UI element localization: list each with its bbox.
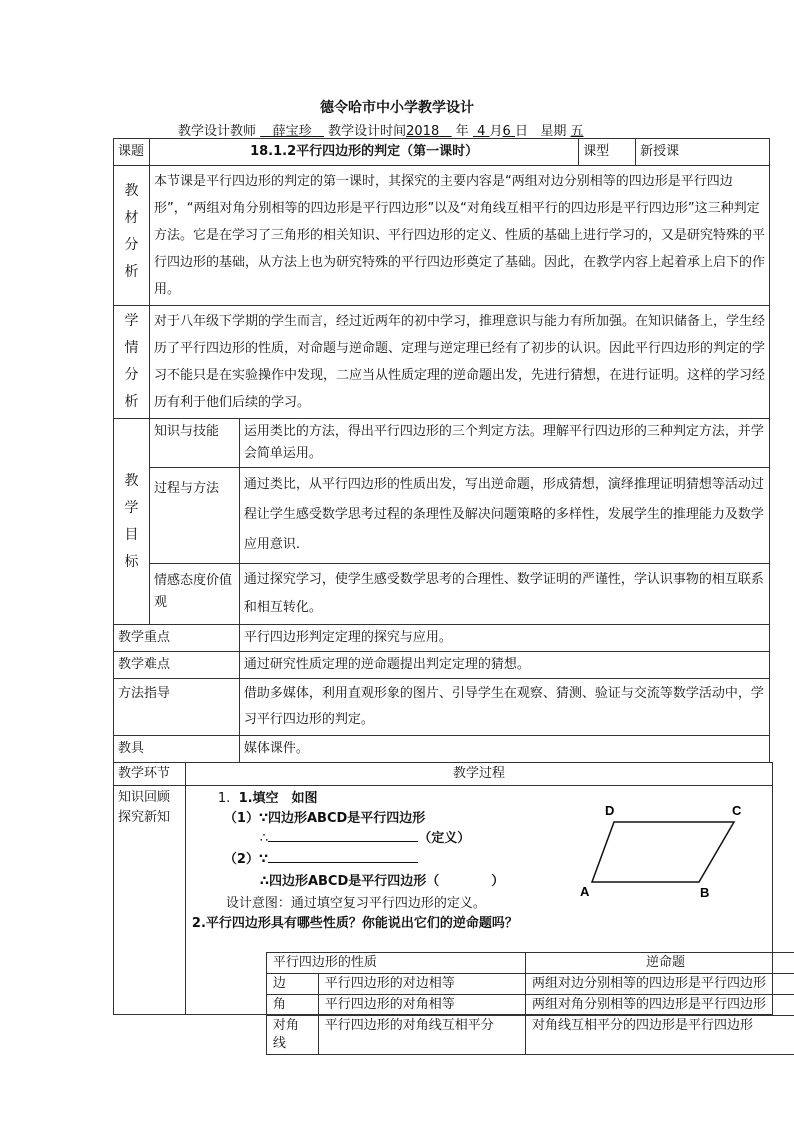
tools-row [114, 736, 770, 763]
topic-value: 18.1.2平行四边形的判定（第一课时） [149, 139, 578, 166]
stage-label: 知识回顾探究新知 [114, 786, 186, 1015]
lesson-design-table [113, 138, 770, 763]
type-value: 新授课 [636, 139, 770, 166]
teacher-name: 薛宝珍 [272, 124, 312, 139]
weekday: 五 [570, 124, 584, 139]
aspect-cell: 角 [266, 995, 318, 1016]
converse-table-header [266, 953, 794, 974]
objective-emotion-label: 情感态度价值观 [149, 564, 239, 625]
process-content-row [114, 786, 773, 1015]
design-intent: 设计意图：通过填空复习平行四边形的定义。 [225, 896, 486, 911]
process-header: 教学过程 [185, 763, 772, 786]
question-1a-conclusion: ∴ （定义） [259, 831, 471, 846]
weekday-label: 星期 [540, 124, 567, 139]
topic-label: 课题 [114, 139, 150, 166]
student-analysis-label: 学情分析 [114, 306, 150, 419]
teaching-process-table [113, 762, 773, 1051]
method-text: 借助多媒体，利用直观形象的图片、引导学生在观察、猜测、验证与交流等数学活动中，学习平行四边形的判定。 [239, 679, 769, 736]
objective-row-emotion [114, 564, 770, 625]
parallelogram-shape [592, 822, 734, 882]
objective-row-process [114, 468, 770, 564]
student-analysis-text: 对于八年级下学期的学生而言，经过近两年的初中学习，推理意识与能力有所加强。在知识储备上，学生经历了平行四边形的性质，对命题与逆命题、定理与逆定理已经有了初步的认识。因此平行四边形的判定的学习不能只是在实验操作中发现，二应当从性质定理的逆命题出发，先进行猜想，在进行证明。这样的学习经历有利于他们后续的学习。 [149, 306, 769, 419]
key-point-text: 平行四边形判定定理的探究与应用。 [239, 625, 769, 652]
vertex-label-a: A [579, 884, 590, 899]
process-header-row [114, 763, 773, 786]
objective-knowledge-label: 知识与技能 [149, 419, 239, 468]
method-row [114, 679, 770, 736]
table-row [266, 995, 794, 1016]
vertex-label-d: D [604, 803, 615, 818]
table-row [266, 974, 794, 995]
year: 2018 [406, 124, 440, 139]
question-1-title: 1. 1.填空 如图 [217, 791, 318, 806]
difficulty-row [114, 652, 770, 679]
difficulty-text: 通过研究性质定理的逆命题提出判定定理的猜想。 [239, 652, 769, 679]
vertex-label-b: B [699, 885, 710, 900]
property-cell: 平行四边形的对角相等 [318, 995, 525, 1016]
objective-row-knowledge [114, 419, 770, 468]
student-analysis-row [114, 306, 770, 419]
difficulty-label: 教学难点 [114, 652, 240, 679]
answer-blank[interactable] [268, 862, 418, 863]
objective-process-label: 过程与方法 [149, 468, 239, 564]
tools-text: 媒体课件。 [239, 736, 769, 763]
type-label: 课型 [579, 139, 636, 166]
method-label: 方法指导 [114, 679, 240, 736]
day: 6 [502, 124, 511, 139]
converse-header: 逆命题 [526, 953, 794, 974]
time-label: 教学设计时间 [328, 124, 407, 139]
parallelogram-figure [574, 798, 754, 908]
converse-table [266, 952, 794, 1055]
stage-header: 教学环节 [114, 763, 186, 786]
objective-emotion-text: 通过探究学习，使学生感受数学思考的合理性、数学证明的严谨性，学认识事物的相互联系和相互转化。 [239, 564, 769, 625]
property-cell: 平行四边形的对角线互相平分 [318, 1016, 525, 1055]
aspect-cell: 边 [266, 974, 318, 995]
key-point-row [114, 625, 770, 652]
answer-blank[interactable] [268, 841, 418, 842]
question-1b-conclusion: ∴四边形ABCD是平行四边形（ ） [259, 874, 505, 889]
material-analysis-row [114, 166, 770, 306]
document-title: 德令哈市中小学教学设计 [320, 100, 474, 116]
vertex-label-c: C [731, 803, 742, 818]
objective-knowledge-text: 运用类比的方法，得出平行四边形的三个判定方法。理解平行四边形的三种判定方法，并学会简单运用。 [239, 419, 769, 468]
objective-process-text: 通过类比，从平行四边形的性质出发，写出逆命题，形成猜想，演绎推理证明猜想等活动过程让学生感受数学思考过程的条理性及解决问题策略的多样性，发展学生的推理能力及数学应用意识. [239, 468, 769, 564]
aspect-cell: 对角线 [266, 1016, 318, 1055]
topic-row [114, 139, 770, 166]
converse-cell: 两组对角分别相等的四边形是平行四边形 [526, 995, 794, 1016]
converse-cell: 对角线互相平分的四边形是平行四边形 [526, 1016, 794, 1055]
material-analysis-label: 教材分析 [114, 166, 150, 306]
converse-cell: 两组对边分别相等的四边形是平行四边形 [526, 974, 794, 995]
teacher-label: 教学设计教师 [178, 124, 257, 139]
process-content [186, 786, 772, 1051]
key-point-label: 教学重点 [114, 625, 240, 652]
question-1a: （1）∵四边形ABCD是平行四边形 [223, 811, 426, 826]
objectives-label: 教学目标 [114, 419, 150, 625]
table-row [266, 1016, 794, 1055]
question-2-title: 2.平行四边形具有哪些性质？你能说出它们的逆命题吗？ [191, 916, 518, 931]
tools-label: 教具 [114, 736, 240, 763]
month: 4 [477, 124, 486, 139]
material-analysis-text: 本节课是平行四边形的判定的第一课时，其探究的主要内容是“两组对边分别相等的四边形是平行四边形”，“两组对角分别相等的四边形是平行四边形”以及“对角线互相平行的四边形是平行四边形”这三种判定方法。它是在学习了三角形的相关知识、平行四边形的定义、性质的基础上进行学习的，又是研究特殊的平行四边形的基础，从方法上也为研究特殊的平行四边形奠定了基础。因此，在教学内容上起着承上启下的作用。 [149, 166, 769, 306]
property-header: 平行四边形的性质 [266, 953, 525, 974]
property-cell: 平行四边形的对边相等 [318, 974, 525, 995]
header-meta: 教学设计教师 薛宝珍 教学设计时间2018 年 4 月6 日 星期 五 [178, 124, 584, 139]
question-1b: （2）∵ [224, 849, 418, 871]
